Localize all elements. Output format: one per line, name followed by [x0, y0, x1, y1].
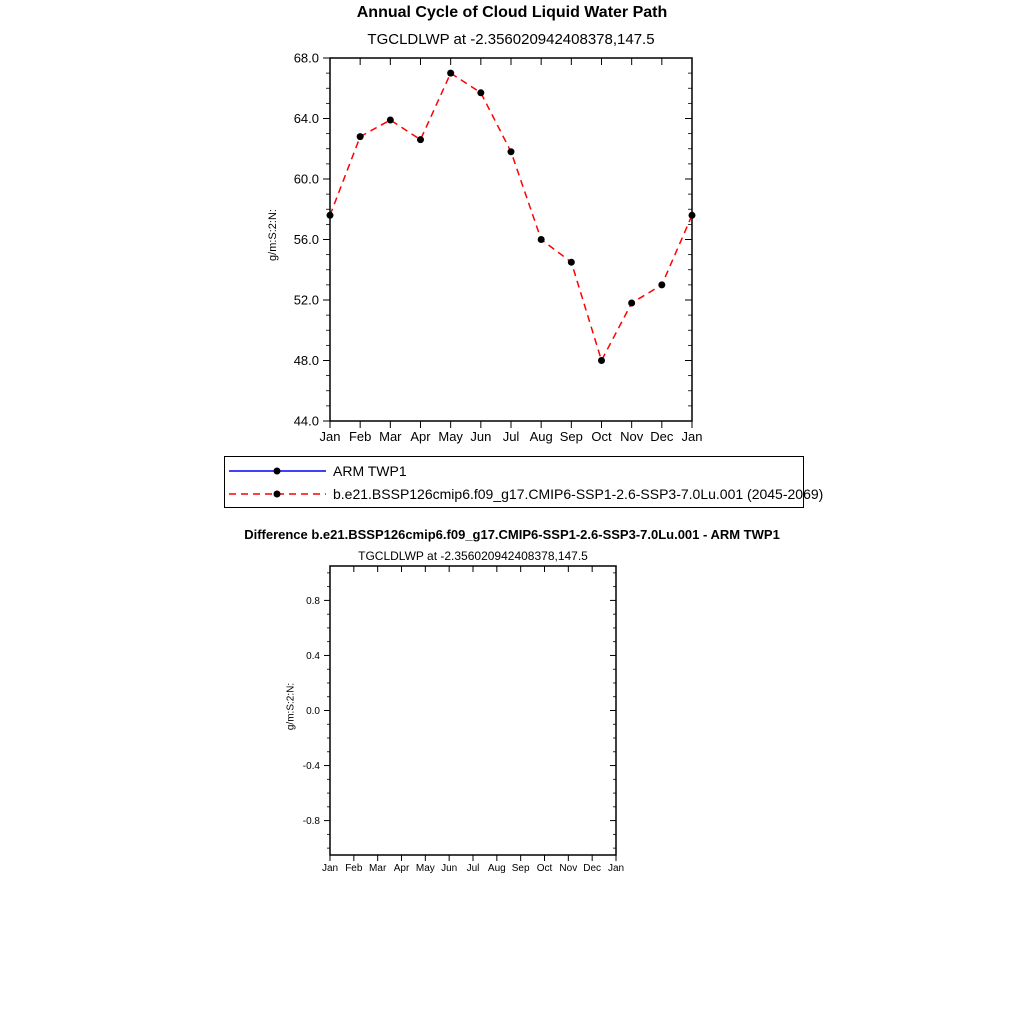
- svg-text:44.0: 44.0: [293, 413, 319, 429]
- legend-label-arm-twp1: ARM TWP1: [333, 462, 407, 479]
- main-title: Annual Cycle of Cloud Liquid Water Path: [356, 4, 668, 21]
- svg-text:56.0: 56.0: [293, 232, 319, 248]
- svg-text:Jun: Jun: [441, 863, 458, 874]
- difference-chart-subtitle: TGCLDLWP at -2.356020942408378,147.5: [358, 549, 588, 563]
- svg-text:Aug: Aug: [487, 863, 506, 874]
- svg-text:Dec: Dec: [583, 863, 602, 874]
- svg-text:Jan: Jan: [607, 863, 625, 874]
- svg-text:Dec: Dec: [650, 429, 674, 444]
- svg-text:Apr: Apr: [410, 429, 431, 444]
- svg-text:Oct: Oct: [536, 863, 553, 874]
- svg-text:0.4: 0.4: [306, 650, 320, 662]
- svg-text:Jan: Jan: [681, 429, 703, 444]
- svg-text:-0.4: -0.4: [302, 761, 320, 773]
- svg-text:68.0: 68.0: [293, 50, 319, 66]
- difference-chart-title: Difference b.e21.BSSP126cmip6.f09_g17.CMIP6-SSP1-2.6-SSP3-7.0Lu.001 - ARM TWP1: [244, 527, 780, 542]
- svg-text:Jan: Jan: [321, 863, 339, 874]
- svg-text:Aug: Aug: [529, 429, 553, 444]
- svg-text:Feb: Feb: [345, 863, 363, 874]
- svg-text:Apr: Apr: [393, 863, 410, 874]
- svg-text:Jul: Jul: [466, 863, 480, 874]
- svg-text:Jan: Jan: [319, 429, 341, 444]
- difference-chart-y-axis-label: g/m:S:2:N:: [285, 682, 297, 731]
- svg-text:Jul: Jul: [502, 429, 520, 444]
- svg-text:-0.8: -0.8: [302, 816, 320, 828]
- legend-item-model-run: [225, 482, 824, 505]
- svg-text:60.0: 60.0: [293, 171, 319, 187]
- legend-line-sample-model-icon: [225, 486, 330, 502]
- svg-text:Nov: Nov: [559, 863, 578, 874]
- svg-text:0.0: 0.0: [306, 706, 320, 717]
- svg-text:May: May: [415, 863, 435, 874]
- legend-line-sample-arm-icon: [225, 463, 330, 479]
- svg-text:48.0: 48.0: [293, 353, 319, 369]
- svg-text:Mar: Mar: [379, 429, 402, 444]
- top-chart-subtitle: TGCLDLWP at -2.356020942408378,147.5: [367, 31, 655, 48]
- svg-text:May: May: [438, 429, 463, 444]
- legend-item-arm-twp1: [225, 459, 803, 482]
- svg-text:Feb: Feb: [348, 429, 372, 444]
- top-chart-y-axis-label: g/m:S:2:N:: [267, 209, 279, 261]
- svg-text:0.8: 0.8: [306, 595, 320, 607]
- svg-text:Sep: Sep: [511, 863, 530, 874]
- svg-text:64.0: 64.0: [293, 111, 319, 127]
- svg-text:Oct: Oct: [591, 429, 612, 444]
- svg-text:52.0: 52.0: [293, 292, 319, 308]
- svg-text:Nov: Nov: [620, 429, 644, 444]
- svg-text:Sep: Sep: [559, 429, 583, 444]
- svg-text:Mar: Mar: [369, 863, 387, 874]
- svg-text:Jun: Jun: [470, 429, 492, 444]
- legend: [224, 456, 824, 508]
- legend-label-model-run: b.e21.BSSP126cmip6.f09_g17.CMIP6-SSP1-2.6-SSP3-7.0Lu.001 (2045-2069): [333, 485, 824, 502]
